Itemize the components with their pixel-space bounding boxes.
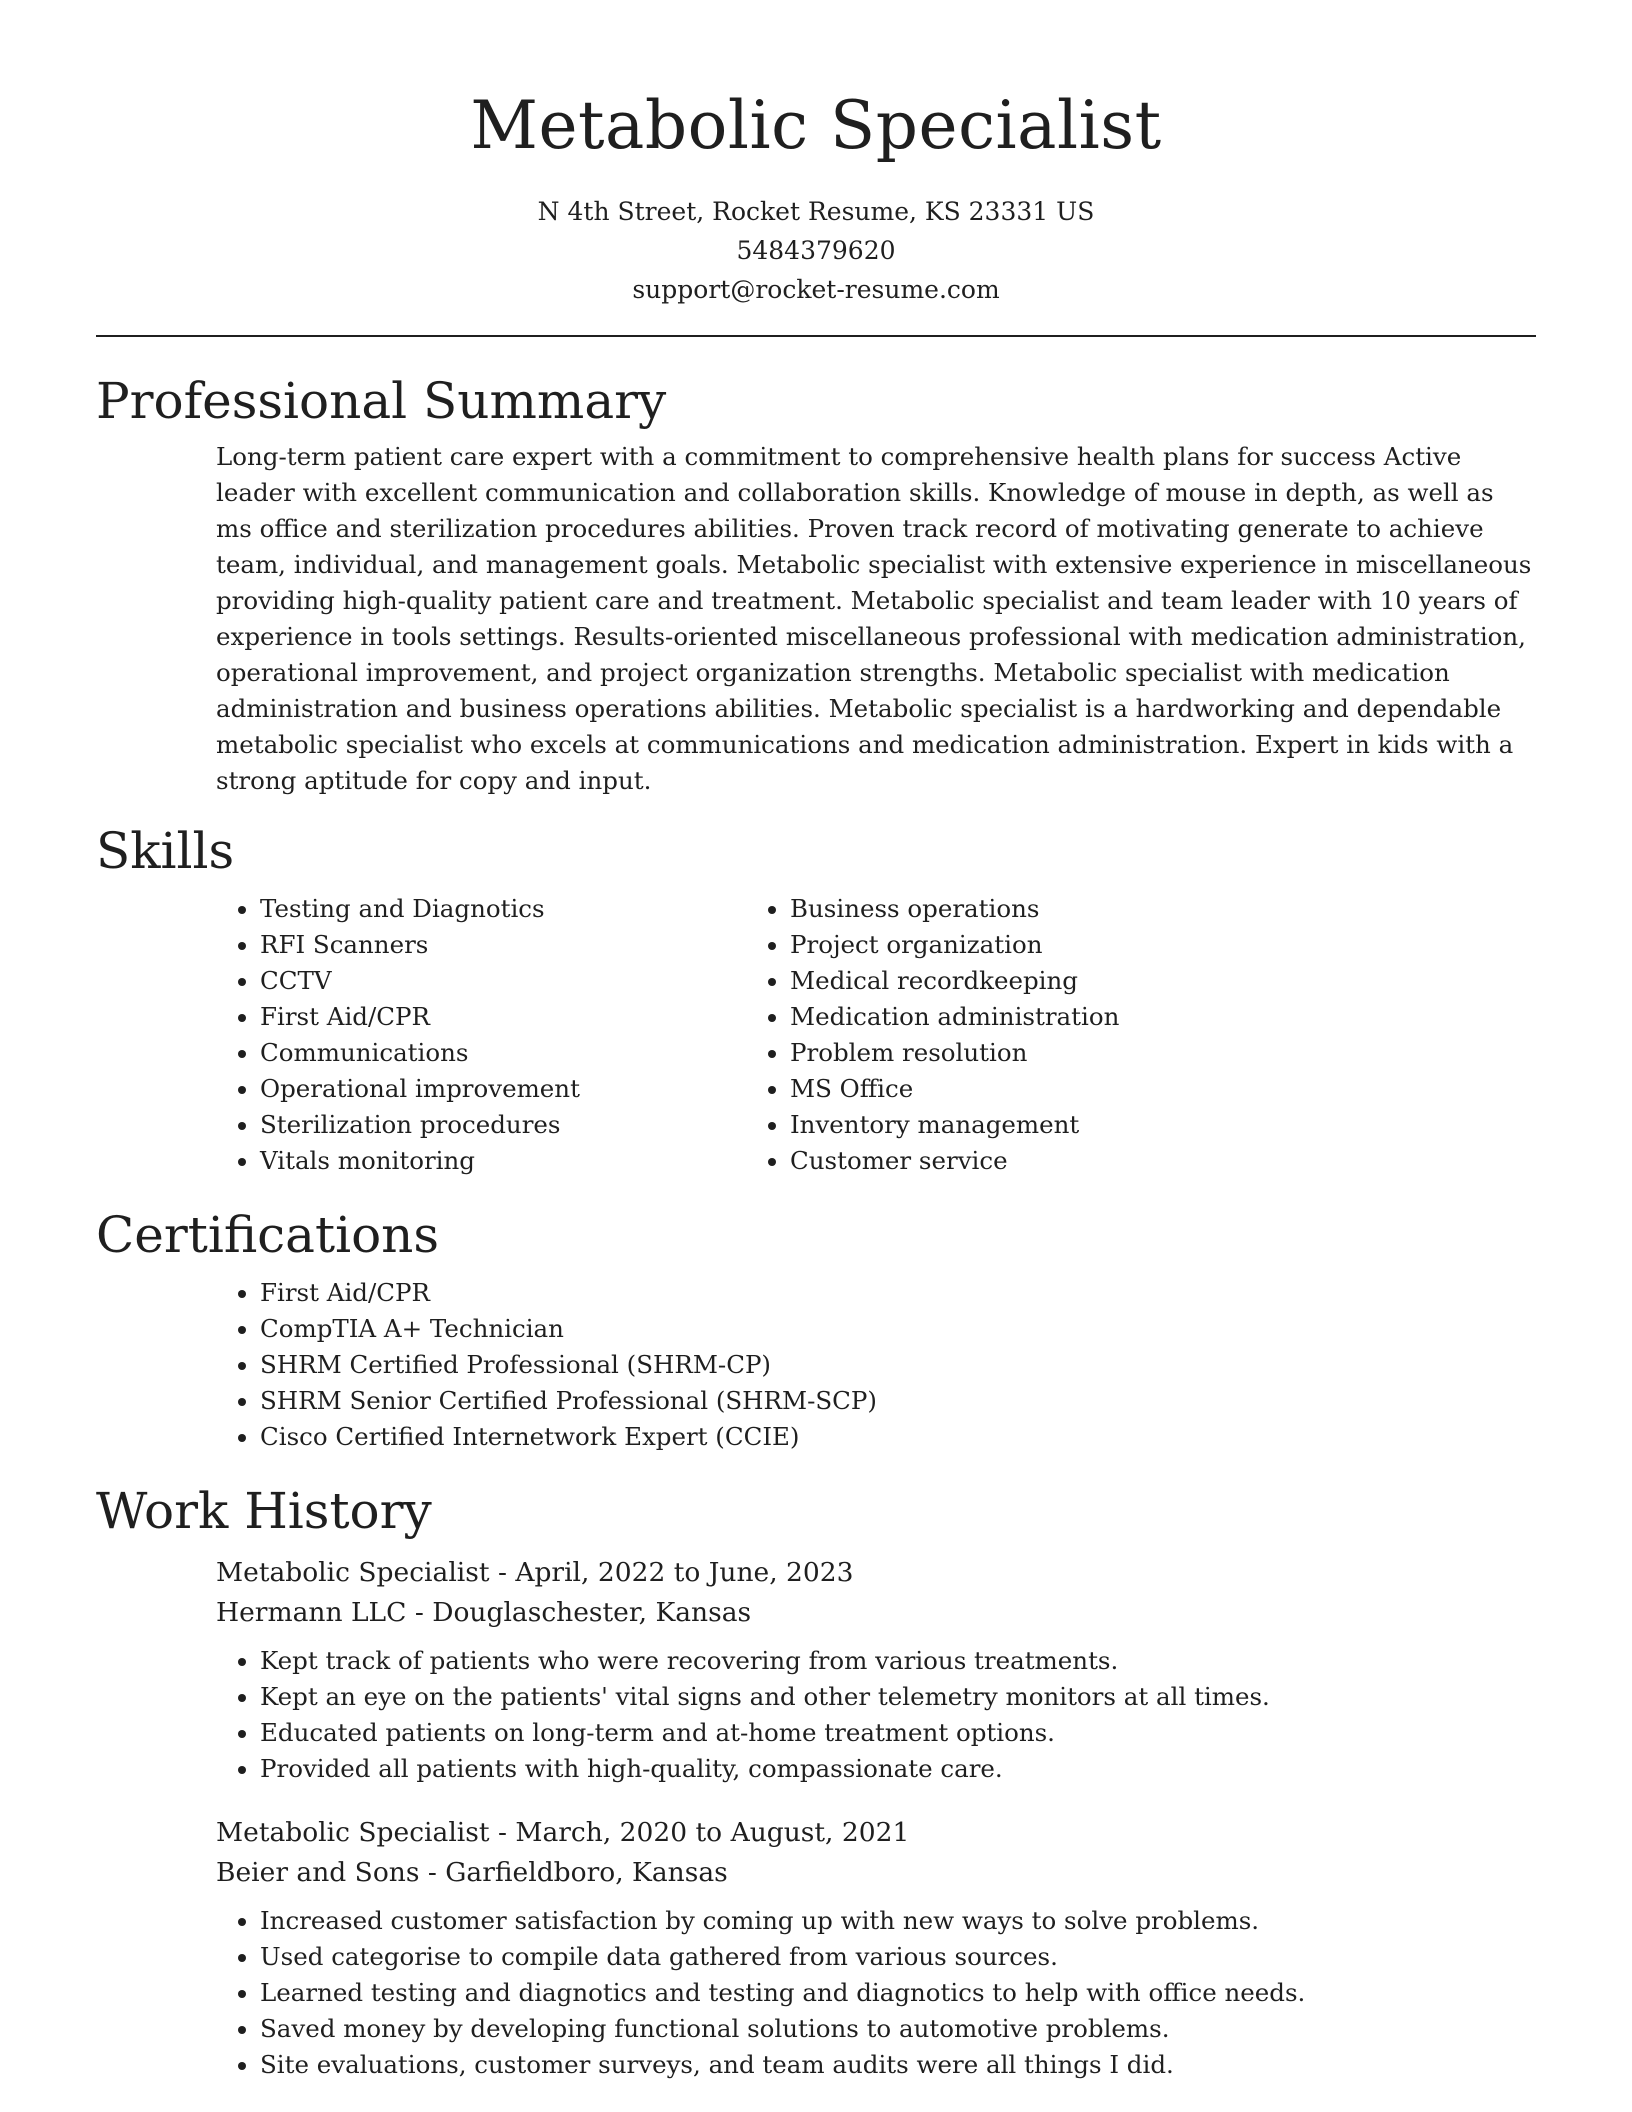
email-line: support@rocket-resume.com <box>632 275 1000 304</box>
job-bullet: • Used categorise to compile data gathered from various sources. <box>260 1939 1536 1975</box>
header-divider <box>96 335 1536 337</box>
job-bullet: • Kept an eye on the patients' vital signs and other telemetry monitors at all times. <box>260 1679 1536 1715</box>
certification-item: • CompTIA A+ Technician <box>260 1311 1536 1347</box>
job-entry <box>96 1813 1536 2083</box>
skill-item: • Business operations <box>790 891 1396 927</box>
resume-header <box>96 0 1536 309</box>
summary-text: Long-term patient care expert with a commitment to comprehensive health plans for success Active leader with excellent communication and collaboration skills. Knowledge of mouse in depth, as well as ms office and sterilization procedures abilities. Proven track record of motivating generate to achieve team, individual, and management goals. Metabolic specialist with extensive experience in miscellaneous providing high-quality patient care and treatment. Metabolic specialist and team leader with 10 years of experience in tools settings. Results-oriented miscellaneous professional with medication administration, operational improvement, and project organization strengths. Metabolic specialist with medication administration and business operations abilities. Metabolic specialist is a hardworking and dependable metabolic specialist who excels at communications and medication administration. Expert in kids with a strong aptitude for copy and input. <box>216 442 1532 795</box>
job-bullet: • Increased customer satisfaction by coming up with new ways to solve problems. <box>260 1903 1536 1939</box>
summary-heading: Professional Summary <box>96 372 667 430</box>
candidate-name: Metabolic Specialist <box>470 87 1162 164</box>
skill-item: • Inventory management <box>790 1107 1396 1143</box>
skill-item: • Problem resolution <box>790 1035 1396 1071</box>
skill-item: • Project organization <box>790 927 1396 963</box>
skill-item: • Communications <box>260 1035 746 1071</box>
address-line: N 4th Street, Rocket Resume, KS 23331 US <box>537 197 1095 226</box>
job-company-line: Beier and Sons - Garfieldboro, Kansas <box>216 1857 728 1888</box>
skill-item: • MS Office <box>790 1071 1396 1107</box>
job-bullet: • Provided all patients with high-quality, compassionate care. <box>260 1751 1536 1787</box>
certifications-list <box>96 1275 1536 1455</box>
job-bullet: • Site evaluations, customer surveys, and team audits were all things I did. <box>260 2047 1536 2083</box>
skill-item: • Medication administration <box>790 999 1396 1035</box>
skill-item: • CCTV <box>260 963 746 999</box>
job-bullet: • Educated patients on long-term and at-home treatment options. <box>260 1715 1536 1751</box>
certifications-section <box>96 1205 1536 1455</box>
job-title-line: Metabolic Specialist - March, 2020 to August, 2021 <box>216 1817 910 1848</box>
job-bullet: • Kept track of patients who were recovering from various treatments. <box>260 1643 1536 1679</box>
skill-item: • Sterilization procedures <box>260 1107 746 1143</box>
certification-item: • Cisco Certified Internetwork Expert (CCIE) <box>260 1419 1536 1455</box>
certification-item: • SHRM Certified Professional (SHRM-CP) <box>260 1347 1536 1383</box>
skill-item: • Operational improvement <box>260 1071 746 1107</box>
resume-page <box>96 0 1536 2083</box>
skill-item: • Testing and Diagnotics <box>260 891 746 927</box>
skills-section <box>96 821 1536 1179</box>
phone-line: 5484379620 <box>736 236 896 265</box>
skill-item: • Medical recordkeeping <box>790 963 1396 999</box>
work-history-section <box>96 1481 1536 2083</box>
job-title-line: Metabolic Specialist - April, 2022 to June, 2023 <box>216 1557 854 1588</box>
job-bullets <box>96 1903 1536 2083</box>
contact-block <box>96 192 1536 309</box>
job-bullets <box>96 1643 1536 1787</box>
certifications-heading: Certifications <box>96 1206 440 1264</box>
certification-item: • First Aid/CPR <box>260 1275 1536 1311</box>
skills-heading: Skills <box>96 822 235 880</box>
summary-section <box>96 371 1536 799</box>
work-history-heading: Work History <box>96 1482 432 1540</box>
job-bullet: • Learned testing and diagnotics and testing and diagnotics to help with office needs. <box>260 1975 1536 2011</box>
skills-column-left <box>96 891 746 1179</box>
skill-item: • Vitals monitoring <box>260 1143 746 1179</box>
skill-item: • RFI Scanners <box>260 927 746 963</box>
skills-column-right <box>746 891 1396 1179</box>
skill-item: • Customer service <box>790 1143 1396 1179</box>
skill-item: • First Aid/CPR <box>260 999 746 1035</box>
job-bullet: • Saved money by developing functional solutions to automotive problems. <box>260 2011 1536 2047</box>
job-company-line: Hermann LLC - Douglaschester, Kansas <box>216 1597 752 1628</box>
certification-item: • SHRM Senior Certified Professional (SHRM-SCP) <box>260 1383 1536 1419</box>
skills-columns <box>96 891 1536 1179</box>
job-entry <box>96 1553 1536 1787</box>
